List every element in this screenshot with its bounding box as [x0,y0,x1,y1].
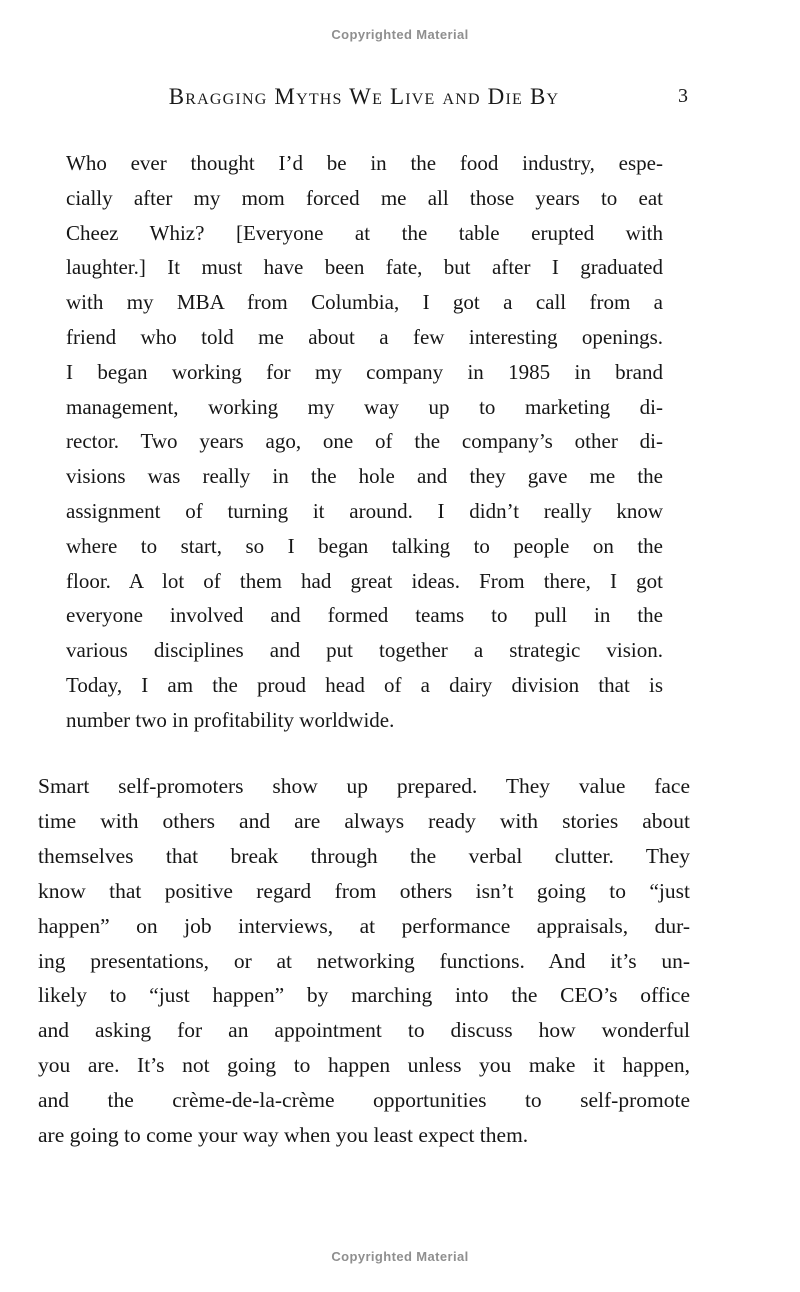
text-line: are going to come your way when you least expect them. [38,1123,529,1148]
text-line: where to start, so I began talking to people on the [66,533,663,558]
text-line: various disciplines and put together a strategic vision. [66,638,663,663]
text-line: laughter.] It must have been fate, but after I graduated [66,255,663,280]
text-line: time with others and are always ready with stories about [38,808,690,833]
text-line: I began working for my company in 1985 in brand [66,359,663,384]
text-line: assignment of turning it around. I didn’t really know [66,498,663,523]
text-line: friend who told me about a few interesting openings. [66,324,663,349]
page-number: 3 [678,85,688,107]
text-line: Today, I am the proud head of a dairy division that is [66,672,663,697]
copyright-notice-top: Copyrighted Material [331,27,469,42]
text-line: rector. Two years ago, one of the company’s other di- [66,429,663,454]
text-line: number two in profitability worldwide. [66,707,395,732]
text-line: themselves that break through the verbal clutter. They [38,843,690,868]
block-quote [66,146,663,738]
text-line: floor. A lot of them had great ideas. From there, I got [66,568,663,593]
text-line: cially after my mom forced me all those years to eat [66,185,663,210]
text-line: likely to “just happen” by marching into the CEO’s office [38,983,690,1008]
text-line: know that positive regard from others isn’t going to “just [38,878,690,903]
text-line: Who ever thought I’d be in the food industry, espe- [66,151,663,175]
chapter-title: Bragging Myths We Live and Die By [168,84,560,109]
text-line: management, working my way up to marketing di- [66,394,663,419]
text-line: ing presentations, or at networking functions. And it’s un- [38,948,690,973]
text-line: and the crème-de-la-crème opportunities to self-promote [38,1088,690,1113]
text-line: with my MBA from Columbia, I got a call from a [66,290,663,315]
text-line: everyone involved and formed teams to pull in the [66,603,663,628]
text-line: and asking for an appointment to discuss how wonderful [38,1018,690,1043]
text-line: Smart self-promoters show up prepared. They value face [38,774,690,798]
text-line: happen” on job interviews, at performance appraisals, dur- [38,913,690,938]
body-paragraph [38,769,690,1153]
running-header [38,84,690,114]
text-line: visions was really in the hole and they gave me the [66,464,663,489]
copyright-notice-bottom: Copyrighted Material [331,1249,469,1264]
text-line: you are. It’s not going to happen unless you make it happen, [38,1053,690,1078]
text-line: Cheez Whiz? [Everyone at the table erupted with [66,220,663,245]
